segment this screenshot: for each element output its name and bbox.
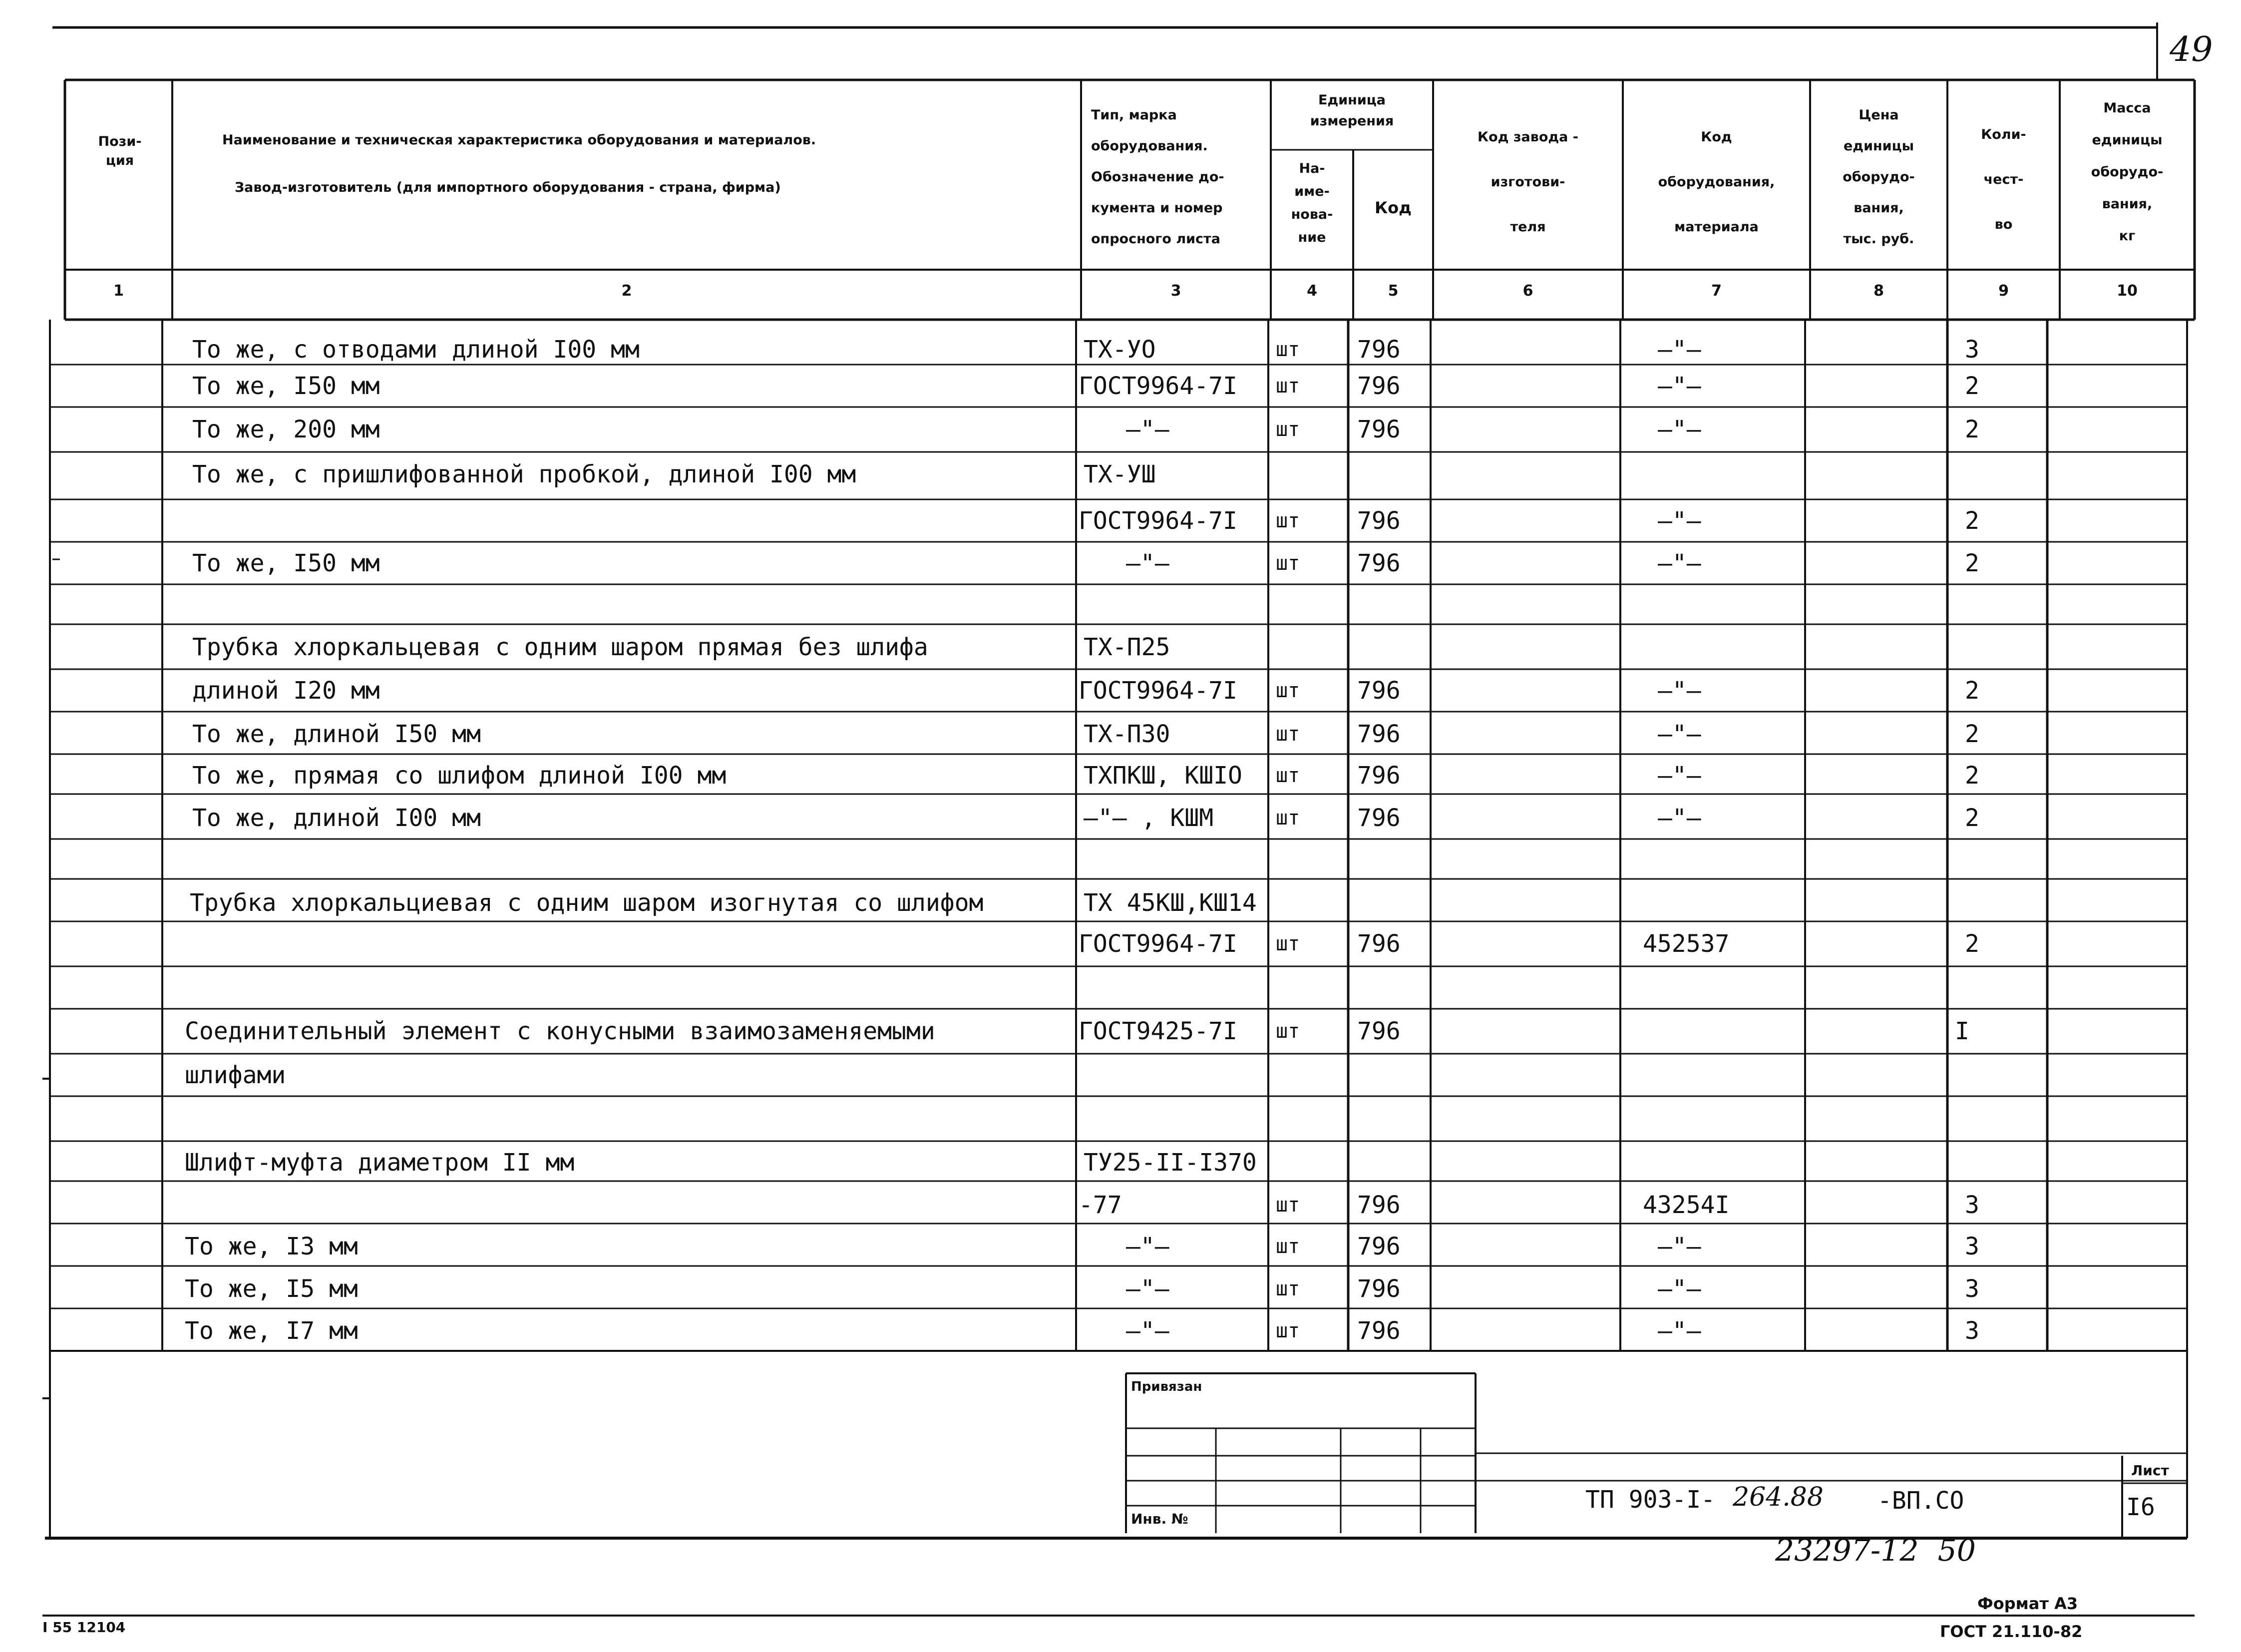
row-type: ТХ 45КШ,КШ14	[1084, 889, 1257, 917]
row-unit: шт	[1276, 764, 1300, 787]
row-code: 796	[1357, 415, 1401, 443]
row-name: Шлифт-муфта диаметром II мм	[185, 1149, 575, 1177]
row-type: ТХ-П25	[1084, 633, 1170, 661]
row-name: Трубка хлоркальцевая с одним шаром прямая без шлифа	[192, 633, 928, 661]
row-type: –"–	[1126, 1275, 1169, 1303]
row-qty: 2	[1965, 804, 1979, 832]
row-code: 796	[1357, 677, 1401, 705]
col-6-number: 6	[1522, 282, 1533, 300]
row-qty: 2	[1965, 549, 1979, 577]
col-5-title: Код	[1375, 198, 1412, 217]
row-type: ТХ-УО	[1084, 336, 1156, 364]
row-qty: 2	[1965, 930, 1979, 958]
row-mat: –"–	[1658, 1275, 1701, 1303]
row-type: ГОСТ9425-7I	[1079, 1017, 1237, 1045]
row-mat: –"–	[1658, 336, 1701, 364]
row-type: ГОСТ9964-7I	[1079, 930, 1237, 958]
row-qty: 2	[1965, 507, 1979, 535]
row-qty: 3	[1965, 1317, 1979, 1345]
col-8-number: 8	[1873, 282, 1884, 300]
row-code: 796	[1357, 1317, 1401, 1345]
row-type: ГОСТ9964-7I	[1079, 507, 1237, 535]
row-type: ТХ-П30	[1084, 720, 1170, 748]
row-unit: шт	[1276, 1277, 1300, 1300]
sheet-label: Лист	[2131, 1462, 2169, 1479]
row-name: То же, I3 мм	[185, 1233, 358, 1260]
col-9-title: Коли- чест- во	[1981, 127, 2026, 232]
row-name: То же, 200 мм	[192, 415, 380, 443]
col-4-number: 4	[1307, 282, 1317, 300]
row-mat: –"–	[1658, 507, 1701, 535]
row-code: 796	[1357, 549, 1401, 577]
row-name: То же, длиной I50 мм	[192, 720, 481, 748]
row-code: 796	[1357, 507, 1401, 535]
row-type: ГОСТ9964-7I	[1079, 372, 1237, 400]
row-type: ГОСТ9964-7I	[1079, 677, 1237, 705]
row-code: 796	[1357, 372, 1401, 400]
row-qty: I	[1955, 1017, 1969, 1045]
col-7-title: Код оборудования, материала	[1658, 129, 1775, 235]
row-type: ТУ25-II-I370	[1084, 1149, 1257, 1177]
row-name: шлифами	[185, 1061, 286, 1089]
row-type: –"–	[1126, 1233, 1169, 1260]
row-qty: 3	[1965, 1275, 1979, 1303]
row-type: –"– , КШМ	[1084, 804, 1214, 832]
col-10-number: 10	[2117, 282, 2138, 300]
row-name: То же, с отводами длиной I00 мм	[192, 336, 640, 364]
col-1-title: Пози- ция	[98, 134, 142, 168]
row-qty: 3	[1965, 336, 1979, 364]
row-name: То же, I50 мм	[192, 549, 380, 577]
col-3-title: Тип, марка оборудования. Обозначение до- кумента и номер опросного листа	[1091, 107, 1224, 247]
col-6-title: Код завода - изготови- теля	[1478, 129, 1578, 235]
row-name: длиной I20 мм	[192, 677, 380, 705]
row-type: –"–	[1126, 549, 1169, 577]
row-qty: 2	[1965, 372, 1979, 400]
row-mat: –"–	[1658, 1317, 1701, 1345]
col-2-title-line1: Наименование и техническая характеристика оборудования и материалов.	[222, 132, 816, 148]
footer-left-code: I 55 12104	[42, 1619, 126, 1636]
row-code: 796	[1357, 762, 1401, 790]
col-7-number: 7	[1711, 282, 1722, 300]
col-9-number: 9	[1998, 282, 2009, 300]
row-unit: шт	[1276, 723, 1300, 746]
unit-group-title: Единица измерения	[1310, 92, 1394, 129]
row-type: –"–	[1126, 415, 1169, 443]
row-unit: шт	[1276, 509, 1300, 532]
row-mat: –"–	[1658, 372, 1701, 400]
row-name: То же, I7 мм	[185, 1317, 358, 1345]
row-mat: –"–	[1658, 549, 1701, 577]
row-qty: 2	[1965, 762, 1979, 790]
row-code: 796	[1357, 336, 1401, 364]
doc-code-suffix: -ВП.СО	[1877, 1487, 1964, 1515]
row-code: 796	[1357, 1191, 1401, 1219]
row-qty: 2	[1965, 720, 1979, 748]
row-mat: –"–	[1658, 415, 1701, 443]
row-code: 796	[1357, 1017, 1401, 1045]
row-unit: шт	[1276, 1194, 1300, 1217]
row-unit: шт	[1276, 1235, 1300, 1258]
col-3-number: 3	[1170, 282, 1181, 300]
row-qty: 3	[1965, 1191, 1979, 1219]
col-10-title: Масса единицы оборудо- вания, кг	[2091, 100, 2164, 244]
row-code: 796	[1357, 1233, 1401, 1260]
row-code: 796	[1357, 804, 1401, 832]
privyazan-label: Привязан	[1131, 1379, 1202, 1394]
row-mat: –"–	[1658, 720, 1701, 748]
row-mat: –"–	[1658, 804, 1701, 832]
row-qty: 2	[1965, 677, 1979, 705]
page-number: 49	[2170, 30, 2213, 69]
row-name: Трубка хлоркальциевая с одним шаром изогнутая со шлифом	[190, 889, 984, 917]
row-name: То же, с пришлифованной пробкой, длиной I00 мм	[192, 460, 856, 488]
col-1-number: 1	[113, 282, 124, 300]
row-code: 796	[1357, 720, 1401, 748]
col-4-title: На- име- нова- ние	[1291, 161, 1333, 245]
row-unit: шт	[1276, 932, 1300, 955]
sheet-value: I6	[2126, 1493, 2155, 1521]
col-2-title-line2: Завод-изготовитель (для импортного оборудования - страна, фирма)	[235, 180, 781, 195]
row-name: То же, прямая со шлифом длиной I00 мм	[192, 762, 727, 790]
row-name: То же, длиной I00 мм	[192, 804, 481, 832]
col-2-number: 2	[621, 282, 632, 300]
row-mat: –"–	[1658, 1233, 1701, 1260]
row-type: -77	[1079, 1191, 1122, 1219]
doc-code-prefix: ТП 903-I-	[1585, 1486, 1716, 1514]
gost-label: ГОСТ 21.110-82	[1940, 1622, 2083, 1641]
row-unit: шт	[1276, 679, 1300, 702]
row-unit: шт	[1276, 338, 1300, 361]
row-mat: 452537	[1643, 930, 1730, 958]
row-unit: шт	[1276, 552, 1300, 575]
row-qty: 3	[1965, 1233, 1979, 1260]
inv-no-label: Инв. №	[1131, 1511, 1188, 1527]
row-name: То же, I50 мм	[192, 372, 380, 400]
format-label: Формат А3	[1977, 1594, 2078, 1613]
row-mat: –"–	[1658, 762, 1701, 790]
row-unit: шт	[1276, 1020, 1300, 1043]
row-code: 796	[1357, 1275, 1401, 1303]
row-type: –"–	[1126, 1317, 1169, 1345]
row-code: 796	[1357, 930, 1401, 958]
handwritten-number: 23297-12 50	[1775, 1533, 1976, 1568]
row-type: ТХПКШ, КШIО	[1084, 762, 1242, 790]
row-unit: шт	[1276, 375, 1300, 398]
row-qty: 2	[1965, 415, 1979, 443]
row-unit: шт	[1276, 807, 1300, 829]
col-5-number: 5	[1388, 282, 1399, 300]
row-mat: –"–	[1658, 677, 1701, 705]
row-name: Соединительный элемент с конусными взаимозаменяемыми	[185, 1017, 935, 1045]
row-mat: 43254I	[1643, 1191, 1730, 1219]
row-unit: шт	[1276, 418, 1300, 441]
row-type: ТХ-УШ	[1084, 460, 1156, 488]
col-8-title: Цена единицы оборудо- вания, тыс. руб.	[1843, 107, 1915, 247]
row-name: То же, I5 мм	[185, 1275, 358, 1303]
doc-code-hand: 264.88	[1733, 1482, 1824, 1512]
row-unit: шт	[1276, 1319, 1300, 1342]
